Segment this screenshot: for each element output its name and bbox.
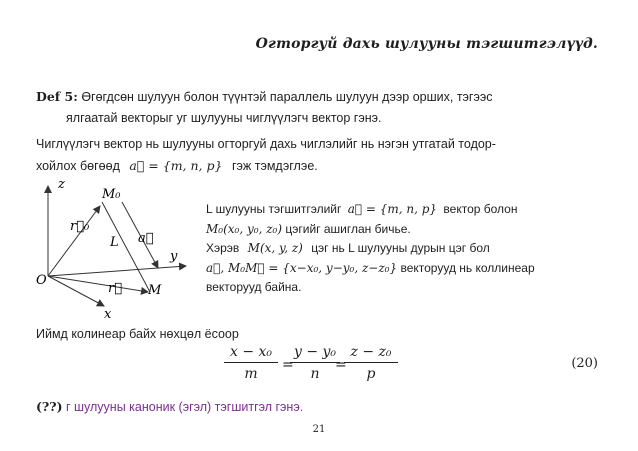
right-line-1-math: a⃗ = {m, n, p} (347, 202, 438, 216)
label-r: r⃗ (108, 281, 123, 296)
paragraph-1-pre: хойлох бөгөөд (36, 159, 120, 173)
label-m: M (148, 283, 162, 298)
definition-block (36, 86, 598, 129)
fraction-y (290, 344, 340, 382)
canonical-equation (0, 344, 638, 394)
right-line-1-post: вектор болон (443, 202, 518, 216)
label-a: a⃗ (138, 231, 154, 246)
definition-label: Def 5: (36, 89, 78, 104)
right-line-4 (206, 259, 606, 279)
vector-r0 (48, 206, 100, 276)
label-l: L (110, 235, 119, 250)
vector-a-def: a⃗ = {m, n, p} (129, 158, 223, 173)
right-line-4-math: a⃗, M₀M⃗ = {x−x₀, y−y₀, z−z₀} (206, 260, 398, 275)
equals-sign-1: = (282, 357, 294, 373)
page-number: 21 (312, 424, 326, 435)
label-origin: O (36, 273, 47, 288)
section-title: Огторгуй дахь шулууны тэгшитгэлүүд. (255, 36, 598, 52)
equals-sign-2: = (335, 357, 347, 373)
right-line-2-post: цэгийг ашиглан бичье. (285, 221, 411, 236)
equation-number: (20) (571, 356, 598, 371)
fraction-x (224, 344, 278, 382)
label-r0: r⃗₀ (70, 219, 90, 234)
paragraph-1-post: гэж тэмдэглэе. (231, 159, 318, 173)
fraction-y-den: n (310, 366, 320, 382)
label-y: y (170, 249, 178, 264)
equation-ref[interactable]: (??) (36, 399, 63, 414)
right-line-1-pre: L шулууны тэгшитгэлийг (206, 202, 342, 216)
definition-line-1 (36, 86, 598, 108)
fraction-z-num: z − z₀ (350, 344, 392, 360)
y-axis (48, 266, 186, 276)
coordinate-figure (36, 172, 196, 320)
right-line-4-post: векторууд нь коллинеар (400, 260, 535, 275)
right-line-2-math: M₀(x₀, y₀, z₀) (206, 221, 283, 236)
paragraph-1 (36, 134, 598, 177)
label-x: x (104, 307, 112, 320)
fraction-x-bar (224, 362, 278, 363)
label-z: z (58, 177, 65, 192)
fraction-z-den: p (366, 366, 376, 382)
right-line-3-math: M(x, y, z) (247, 241, 303, 255)
right-text-block (206, 200, 606, 298)
right-line-1 (206, 200, 606, 220)
definition-text-1: Өгөгдсөн шулуун болон түүнтэй параллель шулуун дээр орших, тэгээс (81, 90, 493, 104)
right-line-2 (206, 220, 606, 240)
fraction-x-num: x − x₀ (229, 344, 273, 360)
paragraph-2: Иймд колинеар байх нөхцөл ёсоор (36, 327, 239, 341)
fraction-x-den: m (244, 366, 258, 382)
paragraph-1-line-1: Чиглүүлэгч вектор нь шулууны огторгуй дахь чиглэлийг нь нэгэн утгатай тодор- (36, 137, 496, 151)
fraction-z (344, 344, 398, 382)
final-text: г шулууны каноник (эгэл) тэгшитгэл гэнэ. (65, 400, 304, 414)
right-line-5: векторууд байна. (206, 280, 302, 294)
fraction-z-bar (344, 362, 398, 363)
fraction-y-bar (290, 362, 340, 363)
final-line (36, 396, 598, 418)
fraction-y-num: y − y₀ (293, 344, 337, 360)
right-line-3-pre: Хэрэв (206, 241, 240, 255)
right-line-3 (206, 239, 606, 259)
definition-text-2: ялгаатай векторыг уг шулууны чиглүүлэгч вектор гэнэ. (66, 111, 382, 125)
label-m0: M₀ (102, 187, 121, 202)
right-line-3-post: цэг нь L шулууны дурын цэг бол (311, 241, 490, 255)
